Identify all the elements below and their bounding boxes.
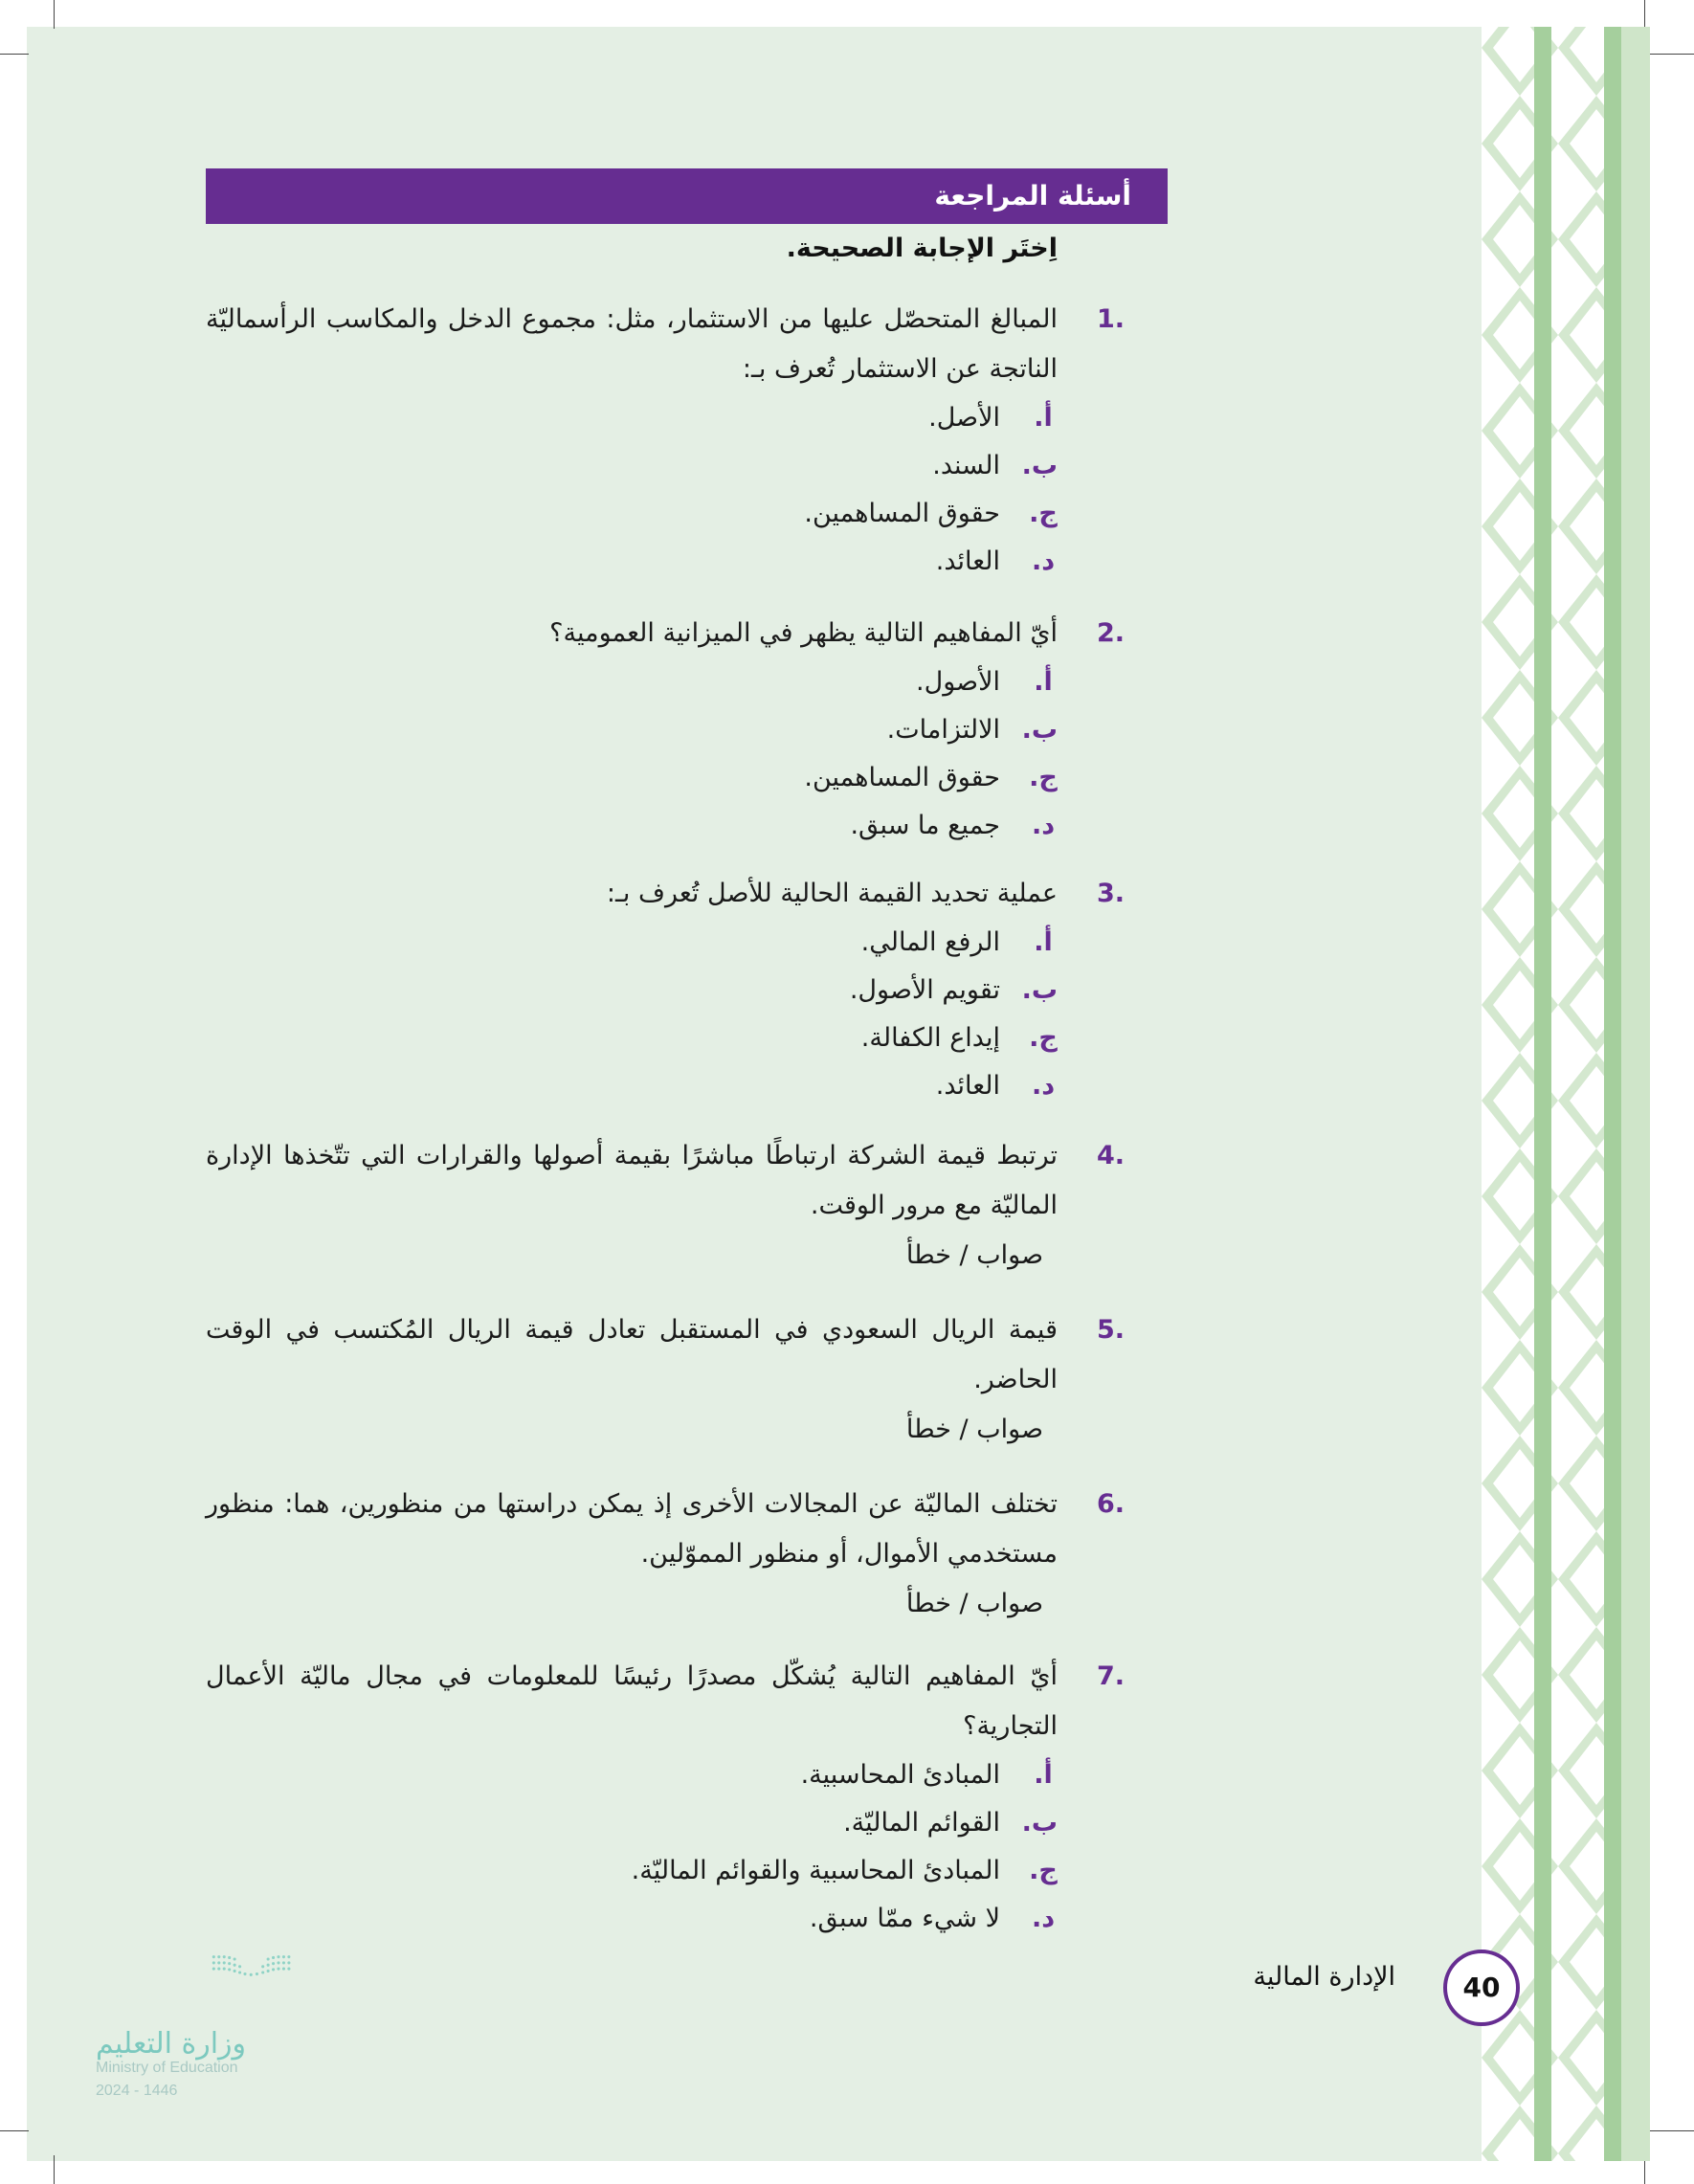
crop-mark xyxy=(54,0,55,29)
option-text: القوائم الماليّة. xyxy=(843,1808,1000,1838)
question-5 xyxy=(206,1305,1125,1455)
question-2 xyxy=(206,609,1125,850)
crop-mark xyxy=(0,54,29,55)
question-text: المبالغ المتحصّل عليها من الاستثمار، مثل: مجموع الدخل والمكاسب الرأسماليّة الناتجة عن الاستثمار تُعرف بـ: xyxy=(206,304,1058,384)
question-number: .7 xyxy=(1096,1661,1125,1691)
option-letter: أ. xyxy=(1034,403,1053,433)
true-false-answer: صواب / خطأ xyxy=(905,1589,1043,1618)
question-text: عملية تحديد القيمة الحالية للأصل تُعرف بـ: xyxy=(606,879,1058,908)
option-letter: ب. xyxy=(1021,715,1058,745)
option-letter: د. xyxy=(1031,1904,1056,1933)
option-text: جميع ما سبق. xyxy=(850,811,1000,840)
option-letter: أ. xyxy=(1034,1760,1053,1790)
option-letter: ب. xyxy=(1021,451,1058,480)
option-letter: ج. xyxy=(1029,1856,1058,1885)
option-letter: د. xyxy=(1031,1071,1056,1101)
option-text: تقويم الأصول. xyxy=(849,975,1000,1005)
option xyxy=(206,706,1058,754)
option-text: الأصل. xyxy=(928,403,1000,433)
question-number: .1 xyxy=(1096,304,1125,334)
question-text: قيمة الريال السعودي في المستقبل تعادل قيمة الريال المُكتسب في الوقت الحاضر. xyxy=(206,1315,1058,1394)
crop-mark xyxy=(0,2130,29,2131)
question-number: .4 xyxy=(1096,1141,1125,1170)
crop-mark xyxy=(54,2155,55,2184)
question-3 xyxy=(206,869,1125,1110)
option xyxy=(206,538,1058,586)
question-1 xyxy=(206,295,1125,586)
option xyxy=(206,1751,1058,1799)
question-text: ترتبط قيمة الشركة ارتباطًا مباشرًا بقيمة أصولها والقرارات التي تتّخذها الإدارة الماليّة مع مرور الوقت. xyxy=(206,1141,1058,1220)
option-letter: ب. xyxy=(1021,1808,1058,1838)
option xyxy=(206,1799,1058,1847)
option-letter: ج. xyxy=(1029,1023,1058,1053)
question-6 xyxy=(206,1480,1125,1629)
ministry-name-en: Ministry of Education xyxy=(96,2060,238,2076)
option-text: لا شيء ممّا سبق. xyxy=(809,1904,1000,1933)
option-text: المبادئ المحاسبية والقوائم الماليّة. xyxy=(631,1856,1000,1885)
true-false-answer: صواب / خطأ xyxy=(905,1415,1043,1444)
book-title: الإدارة المالية xyxy=(1253,1962,1395,1992)
ministry-name-ar: وزارة التعليم xyxy=(96,2027,247,2061)
option xyxy=(206,442,1058,490)
question-number: .3 xyxy=(1096,879,1125,908)
option-text: الرفع المالي. xyxy=(860,927,1000,957)
option-letter: أ. xyxy=(1034,667,1053,697)
option xyxy=(206,1847,1058,1895)
question-number: .2 xyxy=(1096,618,1125,648)
option-letter: ج. xyxy=(1029,763,1058,792)
option-letter: ج. xyxy=(1029,499,1058,528)
option xyxy=(206,1014,1058,1062)
option xyxy=(206,1062,1058,1110)
page-number: 40 xyxy=(1443,1950,1520,2026)
option-text: الالتزامات. xyxy=(886,715,1000,745)
option-letter: أ. xyxy=(1034,927,1053,957)
option-text: العائد. xyxy=(935,1071,1000,1101)
option xyxy=(206,967,1058,1014)
option-letter: د. xyxy=(1031,811,1056,840)
option xyxy=(206,490,1058,538)
decorative-side-pattern xyxy=(1482,0,1673,2184)
option xyxy=(206,1895,1058,1943)
option-text: المبادئ المحاسبية. xyxy=(800,1760,1000,1790)
option-text: السند. xyxy=(932,451,1000,480)
question-number: .5 xyxy=(1096,1315,1125,1345)
section-header: أسئلة المراجعة xyxy=(206,168,1168,224)
ministry-logo-icon xyxy=(172,1952,345,2019)
question-text: أيّ المفاهيم التالية يُشكّل مصدرًا رئيسًا للمعلومات في مجال ماليّة الأعمال التجارية؟ xyxy=(206,1661,1058,1741)
question-text: تختلف الماليّة عن المجالات الأخرى إذ يمكن دراستها من منظورين، هما: منظور مستخدمي الأموال، أو منظور المموّلين. xyxy=(206,1489,1058,1569)
option-text: الأصول. xyxy=(916,667,1000,697)
ministry-year: 2024 - 1446 xyxy=(96,2083,178,2099)
instruction-text: اِختَر الإجابة الصحيحة. xyxy=(786,234,1058,263)
question-4 xyxy=(206,1131,1125,1281)
option xyxy=(206,394,1058,442)
question-text: أيّ المفاهيم التالية يظهر في الميزانية العمومية؟ xyxy=(549,618,1058,648)
question-number: .6 xyxy=(1096,1489,1125,1519)
option xyxy=(206,919,1058,967)
option xyxy=(206,658,1058,706)
option xyxy=(206,802,1058,850)
option-text: حقوق المساهمين. xyxy=(804,763,1000,792)
option-letter: ب. xyxy=(1021,975,1058,1005)
option xyxy=(206,754,1058,802)
option-text: إيداع الكفالة. xyxy=(860,1023,1000,1053)
option-text: حقوق المساهمين. xyxy=(804,499,1000,528)
true-false-answer: صواب / خطأ xyxy=(905,1240,1043,1270)
question-7 xyxy=(206,1652,1125,1943)
option-text: العائد. xyxy=(935,546,1000,576)
option-letter: د. xyxy=(1031,546,1056,576)
